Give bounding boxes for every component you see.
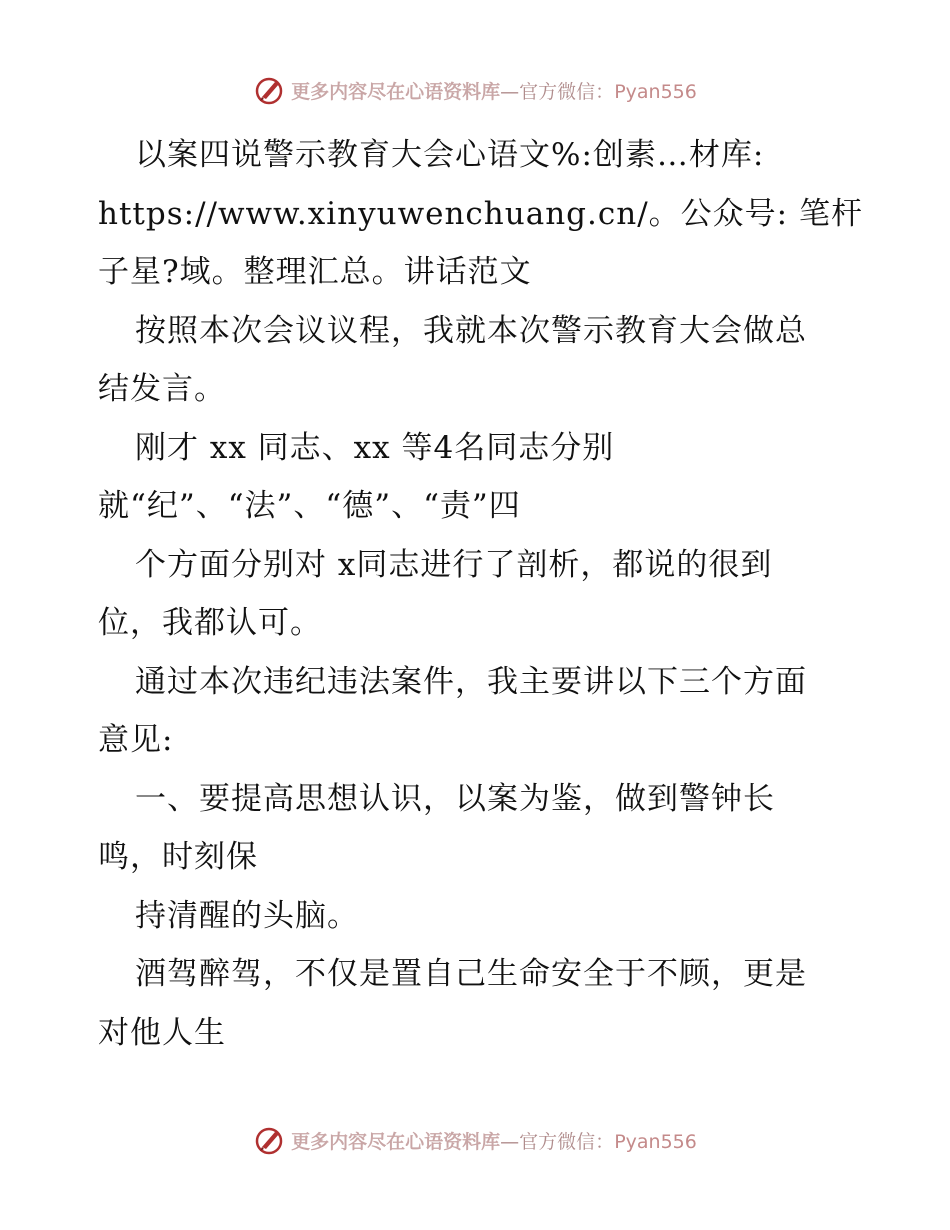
body-line: 就“纪”、“法”、“德”、“责”四 xyxy=(98,488,521,524)
footer-banner-main: 更多内容尽在心语资料库 xyxy=(291,1130,501,1153)
footer-wechat-id: Pyan556 xyxy=(614,1130,697,1153)
body-line: 刚才 xx 同志、xx 等4名同志分别 xyxy=(135,429,615,466)
footer-banner-sub: —官方微信： xyxy=(500,1130,615,1153)
body-line: 子星?域。整理汇总。讲话范文 xyxy=(98,254,532,290)
body-line: 意见: xyxy=(98,722,174,758)
header-banner xyxy=(0,70,950,110)
body-line: 鸣，时刻保 xyxy=(98,839,258,875)
header-banner-text xyxy=(291,77,697,104)
document-body xyxy=(98,126,863,1062)
footer-banner xyxy=(0,1120,950,1160)
body-line: 结发言。 xyxy=(98,371,226,407)
body-line: 个方面分别对 x同志进行了剖析，都说的很到 xyxy=(135,546,773,583)
body-line: 位，我都认可。 xyxy=(98,605,322,641)
header-wechat-id: Pyan556 xyxy=(614,80,697,103)
body-line: 持清醒的头脑。 xyxy=(135,897,359,934)
header-banner-main: 更多内容尽在心语资料库 xyxy=(291,80,501,103)
body-line: https://www.xinyuwenchuang.cn/。公众号: 笔杆 xyxy=(98,195,863,232)
body-line: 按照本次会议议程，我就本次警示教育大会做总 xyxy=(135,312,807,349)
body-line: 酒驾醉驾，不仅是置自己生命安全于不顾，更是 xyxy=(135,956,807,992)
body-line: 通过本次违纪违法案件，我主要讲以下三个方面 xyxy=(135,663,807,700)
body-line: 一、要提高思想认识，以案为鉴，做到警钟长 xyxy=(135,780,775,817)
header-banner-sub: —官方微信： xyxy=(500,80,615,103)
body-line: 以案四说警示教育大会心语文%:创素…材库: xyxy=(135,137,765,173)
pen-circle-logo-icon xyxy=(253,74,285,106)
body-line: 对他人生 xyxy=(98,1014,226,1051)
pen-circle-logo-icon xyxy=(253,1124,285,1156)
footer-banner-text xyxy=(291,1127,697,1154)
